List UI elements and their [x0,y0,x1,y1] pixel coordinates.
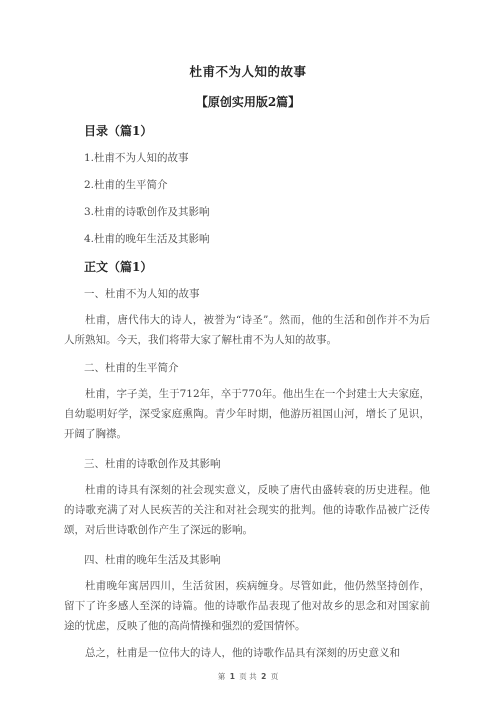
toc-item: 4.杜甫的晚年生活及其影响 [84,233,210,245]
section-paragraph: 杜甫的诗具有深刻的社会现实意义，反映了唐代由盛转衰的历史进程。他的诗歌充满了对人民疾苦的关注和对社会现实的批判。他的诗歌作品被广泛传颂，对后世诗歌创作产生了深远的影响。 [64,484,430,536]
page-footer [0,671,496,682]
toc-item: 1.杜甫不为人知的故事 [84,152,189,164]
toc-item: 3.杜甫的诗歌创作及其影响 [84,206,210,218]
current-page-number: 1 [229,672,235,681]
section-paragraph: 杜甫，字子美，生于712年，卒于770年。他出生在一个封建士大夫家庭，自幼聪明好学，深受家庭熏陶。青少年时期，他游历祖国山河，增长了见识，开阔了胸襟。 [64,388,430,440]
section-paragraph: 杜甫晚年寓居四川，生活贫困，疾病缠身。尽管如此，他仍然坚持创作，留下了许多感人至深的诗篇。他的诗歌作品表现了他对故乡的思念和对国家前途的忧虑，反映了他的高尚情操和强烈的爱国情怀。 [64,580,430,632]
closing-paragraph: 总之，杜甫是一位伟大的诗人，他的诗歌作品具有深刻的历史意义和 [85,647,400,659]
document-title: 杜甫不为人知的故事 [189,64,307,79]
toc-heading: 目录（篇1） [84,124,153,138]
toc-item: 2.杜甫的生平简介 [84,179,168,191]
document-subtitle: 【原创实用版2篇】 [195,95,301,109]
section-paragraph: 杜甫，唐代伟大的诗人，被誉为“诗圣”。然而，他的生活和创作并不为后人所熟知。今天，我们将带大家了解杜甫不为人知的故事。 [64,314,430,346]
section-heading: 三、杜甫的诗歌创作及其影响 [84,458,221,470]
body-heading: 正文（篇1） [84,260,153,274]
total-page-count: 2 [261,672,267,681]
footer-prefix: 第 [217,672,226,681]
section-heading: 四、杜甫的晚年生活及其影响 [84,554,221,566]
section-heading: 二、杜甫的生平简介 [84,362,179,374]
section-heading: 一、杜甫不为人知的故事 [84,288,200,300]
footer-mid: 页 共 [239,672,257,681]
footer-suffix: 页 [270,672,279,681]
